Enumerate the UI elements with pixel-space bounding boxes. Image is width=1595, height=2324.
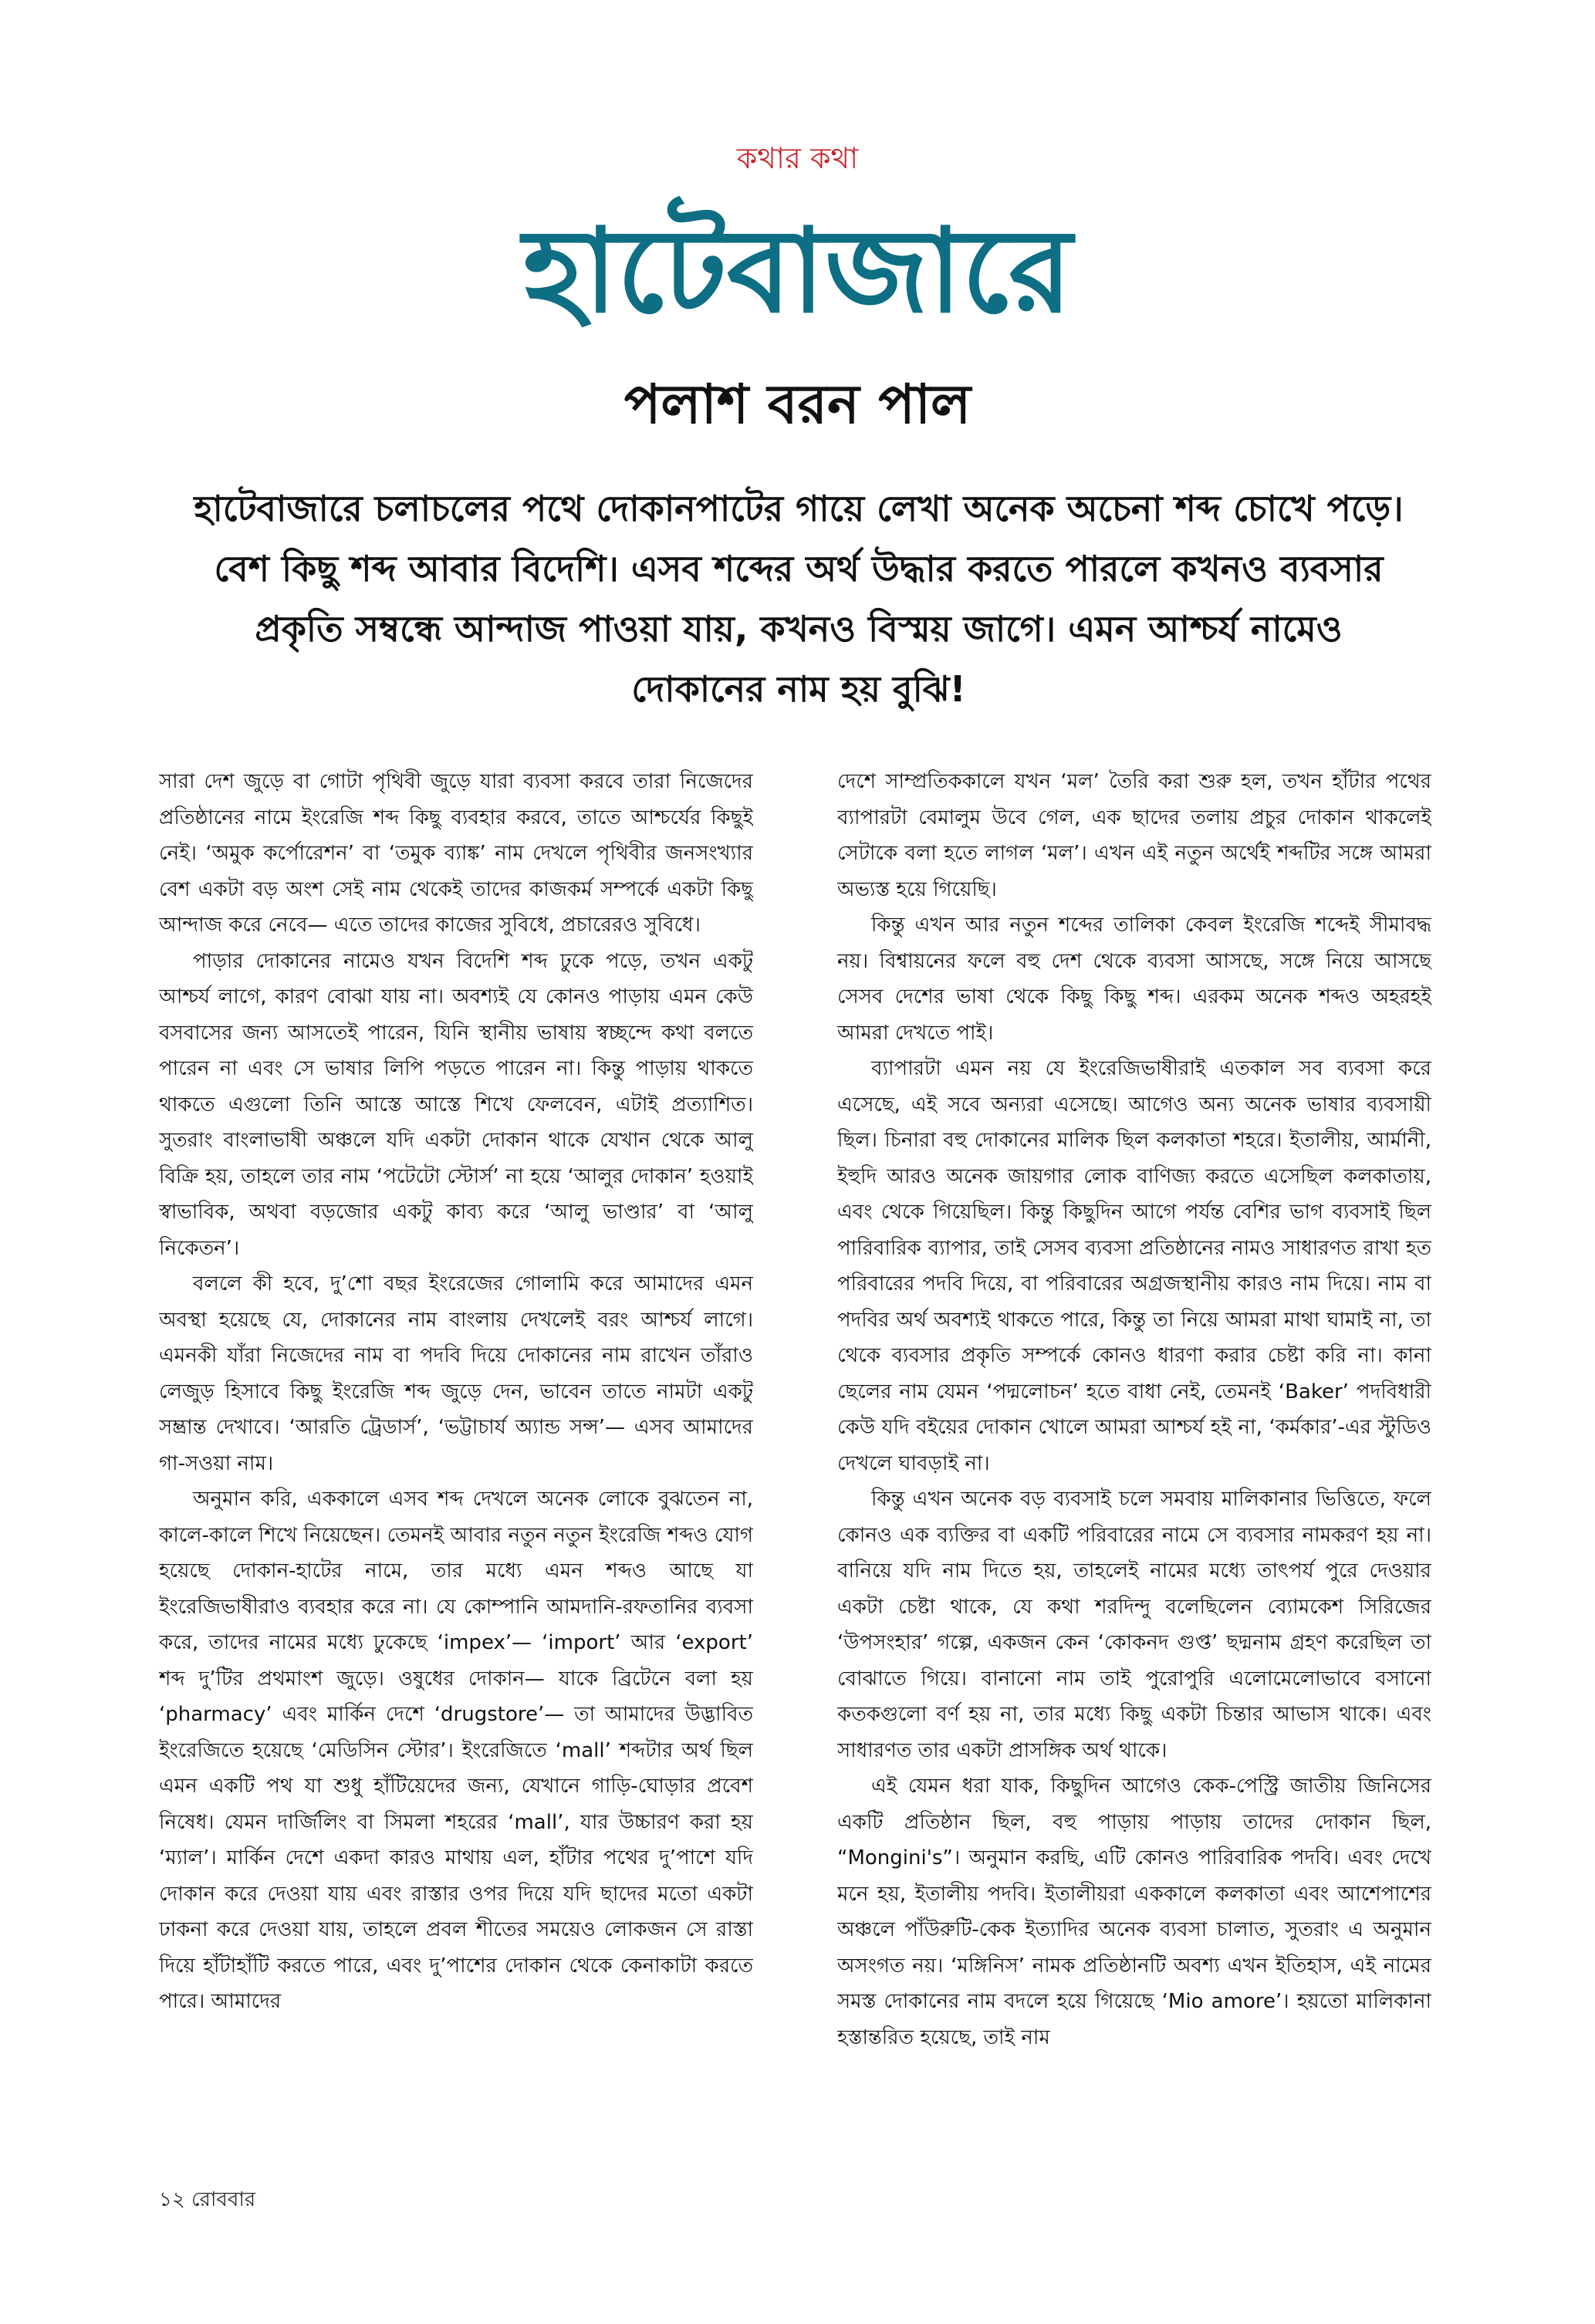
body-paragraph: অনুমান করি, এককালে এসব শব্দ দেখলে অনেক লোকে বুঝতেন না, কালে-কালে শিখে নিয়েছেন। তেমনই আবার নতুন নতুন ইংরেজি শব্দও যোগ হয়েছে দোকান-হাটের নামে, তার মধ্যে এমন শব্দও আছে যা ইংরেজিভাষীরাও ব্যবহার করে না। যে কোম্পানি আমদানি-রফতানির ব্যবসা করে, তাদের নামের মধ্যে ঢুকেছে ‘impex’— ‘import’ আর ‘export’ শব্দ দু’টির প্রথমাংশ জুড়ে। ওষুধের দোকান— যাকে ব্রিটেনে বলা হয় ‘pharmacy’ এবং মার্কিন দেশে ‘drugstore’— তা আমাদের উদ্ভাবিত ইংরেজিতে হয়েছে ‘মেডিসিন স্টোর’। ইংরেজিতে ‘mall’ শব্দটার অর্থ ছিল এমন একটি পথ যা শুধু হাঁটিয়েদের জন্য, যেখানে গাড়ি-ঘোড়ার প্রবেশ নিষেধ। যেমন দার্জিলিং বা সিমলা শহরের ‘mall’, যার উচ্চারণ করা হয় ‘ম্যাল’। মার্কিন দেশে একদা কারও মাথায় এল, হাঁটার পথের দু’পাশে যদি দোকান করে দেওয়া যায় এবং রাস্তার ওপর দিয়ে যদি ছাদের মতো একটা ঢাকনা করে দেওয়া যায়, তাহলে প্রবল শীতের সময়েও লোকজন সে রাস্তা দিয়ে হাঁটাহাঁটি করতে পারে, এবং দু’পাশের দোকান থেকে কেনাকাটা করতে পারে। আমাদের (159, 1488, 753, 2013)
body-column-right (837, 764, 1431, 2153)
body-paragraph: পাড়ার দোকানের নামেও যখন বিদেশি শব্দ ঢুকে পড়ে, তখন একটু আশ্চর্য লাগে, কারণ বোঝা যায় না। অবশ্যই যে কোনও পাড়ায় এমন কেউ বসবাসের জন্য আসতেই পারেন, যিনি স্থানীয় ভাষায় স্বচ্ছন্দে কথা বলতে পারেন না এবং সে ভাষার লিপি পড়তে পারেন না। কিন্তু পাড়ায় থাকতে থাকতে এগুলো তিনি আস্তে আস্তে শিখে ফেলবেন, এটাই প্রত্যাশিত। সুতরাং বাংলাভাষী অঞ্চলে যদি একটা দোকান থাকে যেখান থেকে আলু বিক্রি হয়, তাহলে তার নাম ‘পটেটো স্টোর্স’ না হয়ে ‘আলুর দোকান’ হওয়াই স্বাভাবিক, অথবা বড়জোর একটু কাব্য করে ‘আলু ভাণ্ডার’ বা ‘আলু নিকেতন’। (159, 949, 753, 1260)
body-paragraph: সারা দেশ জুড়ে বা গোটা পৃথিবী জুড়ে যারা ব্যবসা করবে তারা নিজেদের প্রতিষ্ঠানের নামে ইংরেজি শব্দ কিছু ব্যবহার করবে, তাতে আশ্চর্যের কিছুই নেই। ‘অমুক কর্পোরেশন’ বা ‘তমুক ব্যাঙ্ক’ নাম দেখলে পৃথিবীর জনসংখ্যার বেশ একটা বড় অংশ সেই নাম থেকেই তাদের কাজকর্ম সম্পর্কে একটা কিছু আন্দাজ করে নেবে— এতে তাদের কাজের সুবিধে, প্রচারেরও সুবিধে। (159, 770, 753, 937)
body-column-left (159, 764, 753, 2153)
body-paragraph: দেশে সাম্প্রতিককালে যখন ‘মল’ তৈরি করা শুরু হল, তখন হাঁটার পথের ব্যাপারটা বেমালুম উবে গেল, এক ছাদের তলায় প্রচুর দোকান থাকলেই সেটাকে বলা হতে লাগল ‘মল’। এখন এই নতুন অর্থেই শব্দটির সঙ্গে আমরা অভ্যস্ত হয়ে গিয়েছি। (837, 770, 1431, 901)
lead-paragraph: হাটেবাজারে চলাচলের পথে দোকানপাটের গায়ে লেখা অনেক অচেনা শব্দ চোখে পড়ে। বেশ কিছু শব্দ আবার বিদেশি। এসব শব্দের অর্থ উদ্ধার করতে পারলে কখনও ব্যবসার প্রকৃতি সম্বন্ধে আন্দাজ পাওয়া যায়, কখনও বিস্ময় জাগে। এমন আশ্চর্য নামেও দোকানের নাম হয় বুঝি! (194, 488, 1404, 710)
author-byline: পলাশ বরন পাল (623, 373, 972, 436)
body-paragraph: কিন্তু এখন আর নতুন শব্দের তালিকা কেবল ইংরেজি শব্দেই সীমাবদ্ধ নয়। বিশ্বায়নের ফলে বহু দেশ থেকে ব্যবসা আসছে, সঙ্গে নিয়ে আসছে সেসব দেশের ভাষা থেকে কিছু কিছু শব্দ। এরকম অনেক শব্দও অহরহই আমরা দেখতে পাই। (837, 914, 1431, 1045)
page-folio: ১২ রোববার (159, 2188, 256, 2211)
body-paragraph: কিন্তু এখন অনেক বড় ব্যবসাই চলে সমবায় মালিকানার ভিত্তিতে, ফলে কোনও এক ব্যক্তির বা একটি পরিবারের নামে সে ব্যবসার নামকরণ হয় না। বানিয়ে যদি নাম দিতে হয়, তাহলেই নামের মধ্যে তাৎপর্য পুরে দেওয়ার একটা চেষ্টা থাকে, যে কথা শরদিন্দু বলেছিলেন ব্যোমকেশ সিরিজের ‘উপসংহার’ গল্পে, একজন কেন ‘কোকনদ গুপ্ত’ ছদ্মনাম গ্রহণ করেছিল তা বোঝাতে গিয়ে। বানানো নাম তাই পুরোপুরি এলোমেলোভাবে বসানো কতকগুলো বর্ণ হয় না, তার মধ্যে কিছু একটা চিন্তার আভাস থাকে। এবং সাধারণত তার একটা প্রাসঙ্গিক অর্থ থাকে। (837, 1488, 1431, 1762)
section-label: কথার কথা (736, 141, 859, 175)
body-paragraph: ব্যাপারটা এমন নয় যে ইংরেজিভাষীরাই এতকাল সব ব্যবসা করে এসেছে, এই সবে অন্যরা এসেছে। আগেও অন্য অনেক ভাষার ব্যবসায়ী ছিল। চিনারা বহু দোকানের মালিক ছিল কলকাতা শহরে। ইতালীয়, আর্মানী, ইহুদি আরও অনেক জায়গার লোক বাণিজ্য করতে এসেছিল কলকাতায়, এবং থেকে গিয়েছিল। কিন্তু কিছুদিন আগে পর্যন্ত বেশির ভাগ ব্যবসাই ছিল পারিবারিক ব্যাপার, তাই সেসব ব্যবসা প্রতিষ্ঠানের নামও সাধারণত রাখা হত পরিবারের পদবি দিয়ে, বা পরিবারের অগ্রজস্থানীয় কারও নাম দিয়ে। নাম বা পদবির অর্থ অবশ্যই থাকতে পারে, কিন্তু তা নিয়ে আমরা মাথা ঘামাই না, তা থেকে ব্যবসার প্রকৃতি সম্পর্কে কোনও ধারণা করার চেষ্টা করি না। কানা ছেলের নাম যেমন ‘পদ্মলোচন’ হতে বাধা নেই, তেমনই ‘Baker’ পদবিধারী কেউ যদি বইয়ের দোকান খোলে আমরা আশ্চর্য হই না, ‘কর্মকার’-এর স্টুডিও দেখলে ঘাবড়াই না। (837, 1057, 1431, 1475)
body-paragraph: এই যেমন ধরা যাক, কিছুদিন আগেও কেক-পেস্ট্রি জাতীয় জিনিসের একটি প্রতিষ্ঠান ছিল, বহু পাড়ায় পাড়ায় তাদের দোকান ছিল, “Mongini's”। অনুমান করছি, এটি কোনও পারিবারিক পদবি। এবং দেখে মনে হয়, ইতালীয় পদবি। ইতালীয়রা এককালে কলকাতা এবং আশেপাশের অঞ্চলে পাঁউরুটি-কেক ইত্যাদির অনেক ব্যবসা চালাত, সুতরাং এ অনুমান অসংগত নয়। ‘মঙ্গিনিস’ নামক প্রতিষ্ঠানটি অবশ্য এখন ইতিহাস, এই নামের সমস্ত দোকানের নাম বদলে হয়ে গিয়েছে ‘Mio amore’। হয়তো মালিকানা হস্তান্তরিত হয়েছে, তাই নাম (837, 1775, 1431, 2049)
article-title: হাটেবাজারে (522, 204, 1073, 339)
body-paragraph: বললে কী হবে, দু’শো বছর ইংরেজের গোলামি করে আমাদের এমন অবস্থা হয়েছে যে, দোকানের নাম বাংলায় দেখলেই বরং আশ্চর্য লাগে। এমনকী যাঁরা নিজেদের নাম বা পদবি দিয়ে দোকানের নাম রাখেন তাঁরাও লেজুড় হিসাবে কিছু ইংরেজি শব্দ জুড়ে দেন, ভাবেন তাতে নামটা একটু সম্ভ্রান্ত দেখাবে। ‘আরতি ট্রেডার্স’, ‘ভট্টাচার্য অ্যান্ড সন্স’— এসব আমাদের গা-সওয়া নাম। (159, 1272, 753, 1475)
